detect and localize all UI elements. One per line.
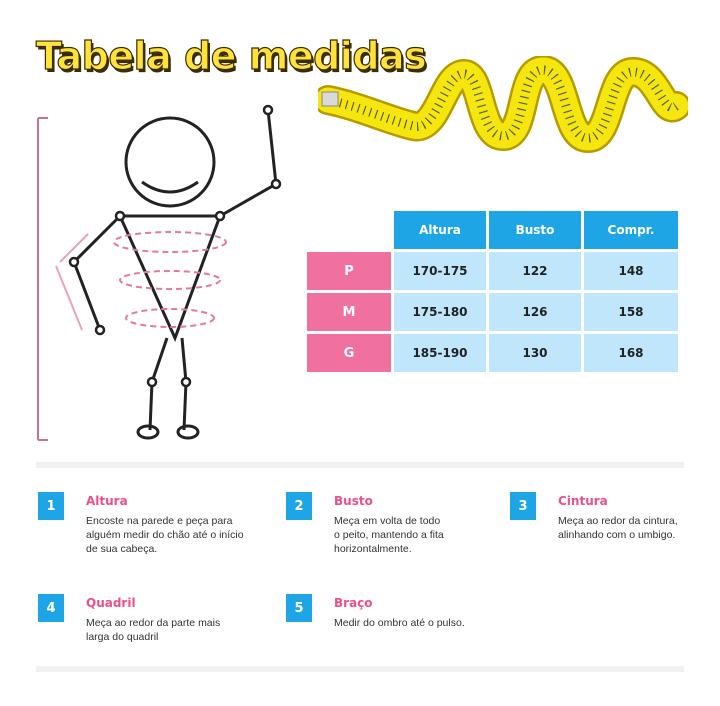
step-cintura: [510, 492, 710, 572]
step-number-badge: 2: [286, 492, 312, 520]
altura-value: 170-175: [394, 252, 486, 290]
step-title: Cintura: [558, 494, 608, 508]
step-description: Medir do ombro até o pulso.: [334, 617, 465, 629]
step-description: Encoste na parede e peça para alguém medir do chão até o início de sua cabeça.: [86, 515, 244, 555]
step-title: Altura: [86, 494, 128, 508]
step-number-badge: 1: [38, 492, 64, 520]
header-compr: Compr.: [584, 211, 678, 249]
stick-figure-illustration: [30, 100, 290, 450]
compr-value: 168: [584, 334, 678, 372]
header-busto: Busto: [489, 211, 581, 249]
size-label: P: [307, 252, 391, 290]
section-divider-bottom: [36, 666, 684, 672]
step-description: Meça ao redor da cintura, alinhando com o umbigo.: [558, 515, 678, 541]
altura-value: 185-190: [394, 334, 486, 372]
busto-value: 122: [489, 252, 581, 290]
busto-value: 130: [489, 334, 581, 372]
section-divider: [36, 462, 684, 468]
compr-value: 158: [584, 293, 678, 331]
step-title: Braço: [334, 596, 373, 610]
size-table: [304, 208, 681, 375]
busto-value: 126: [489, 293, 581, 331]
step-description: Meça ao redor da parte mais larga do quadril: [86, 617, 221, 643]
step-title: Busto: [334, 494, 373, 508]
step-altura: [38, 492, 278, 572]
table-header-row: [307, 211, 678, 249]
step-title: Quadril: [86, 596, 136, 610]
altura-value: 175-180: [394, 293, 486, 331]
step-busto: [286, 492, 486, 572]
step-braco: [286, 594, 506, 654]
compr-value: 148: [584, 252, 678, 290]
table-row: [307, 293, 678, 331]
measuring-tape-icon: [318, 56, 688, 156]
table-corner: [307, 211, 391, 249]
step-description: Meça em volta de todo o peito, mantendo a fita horizontalmente.: [334, 515, 444, 555]
table-row: [307, 252, 678, 290]
header-altura: Altura: [394, 211, 486, 249]
size-label: G: [307, 334, 391, 372]
page-title: Tabela de medidas: [36, 34, 427, 78]
step-number-badge: 3: [510, 492, 536, 520]
step-number-badge: 5: [286, 594, 312, 622]
size-label: M: [307, 293, 391, 331]
step-number-badge: 4: [38, 594, 64, 622]
table-row: [307, 334, 678, 372]
step-quadril: [38, 594, 278, 654]
